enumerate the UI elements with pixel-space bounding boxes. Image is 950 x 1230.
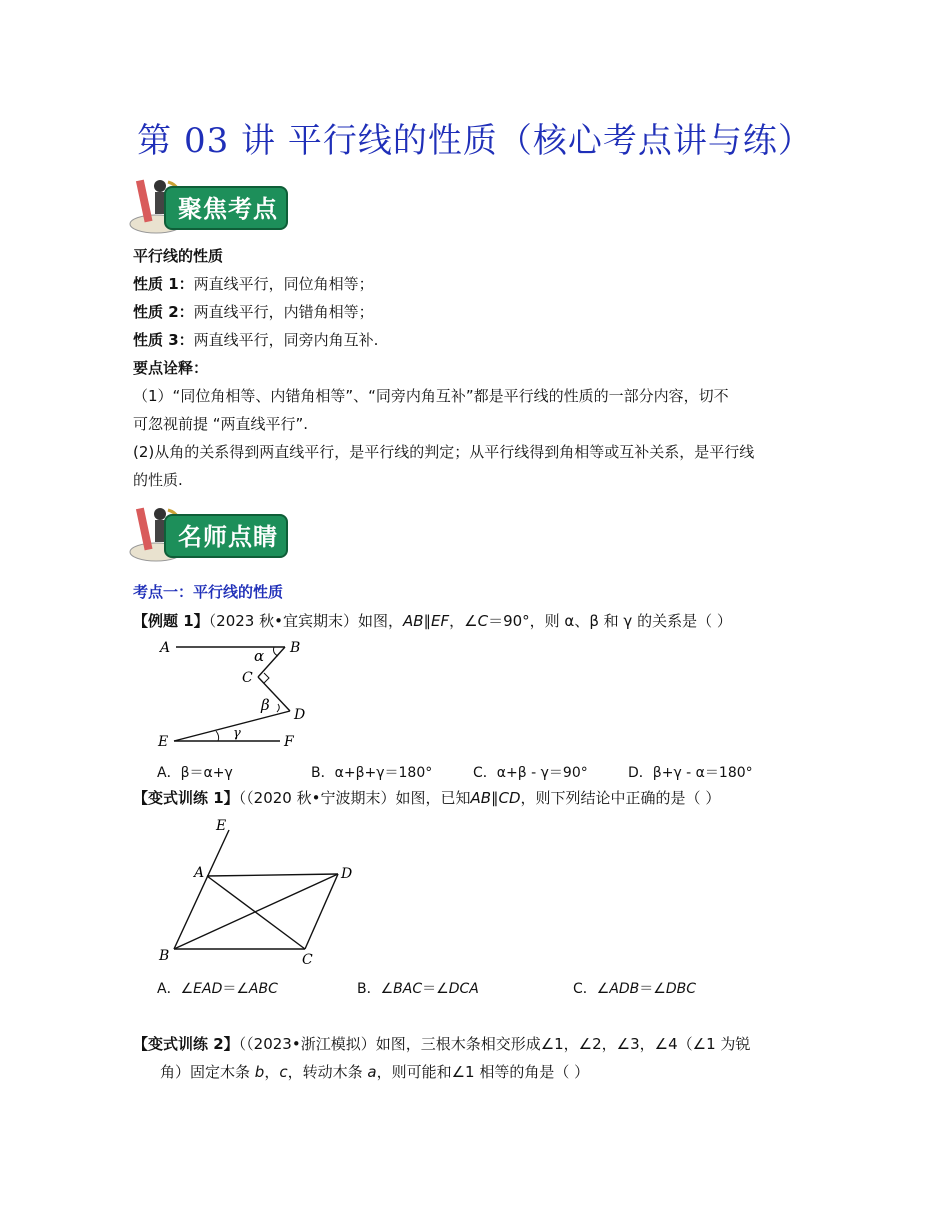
question-text: AB∥EF xyxy=(402,612,450,630)
property-text: 两直线平行，内错角相等； xyxy=(193,303,374,321)
property-label: 性质 2： xyxy=(133,303,194,321)
option-text: C．∠ xyxy=(573,981,610,997)
question-text: b xyxy=(254,1063,265,1081)
example-1-question xyxy=(133,611,732,631)
question-text: a xyxy=(367,1063,377,1081)
variant-1-figure xyxy=(150,812,370,970)
point-label: C xyxy=(242,670,253,686)
question-text: （（2023•浙江模拟）如图，三根木条相交形成∠1，∠2，∠3，∠4（∠1 为锐 xyxy=(238,1035,751,1053)
question-text: C xyxy=(477,612,489,630)
property-text: 两直线平行，同位角相等； xyxy=(193,275,374,293)
option-text: ＝∠ xyxy=(222,981,249,997)
option-text: DBC xyxy=(665,981,697,997)
option-text: B．∠ xyxy=(357,981,394,997)
option-c[interactable]: C．α+β - γ＝90° xyxy=(473,765,588,781)
example-label: 【例题 1】 xyxy=(133,612,209,630)
question-text: ，则下列结论中正确的是（ ） xyxy=(520,789,721,807)
option-a[interactable]: A．β＝α+γ xyxy=(157,765,233,781)
point-label: E xyxy=(158,734,169,750)
topic-heading: 考点一：平行线的性质 xyxy=(133,583,284,601)
point-label: A xyxy=(160,640,171,656)
question-text: （（2020 秋•宁波期末）如图，已知 xyxy=(238,789,471,807)
teacher-badge xyxy=(128,500,288,562)
section-heading: 平行线的性质 xyxy=(133,247,224,265)
option-d[interactable]: D．β+γ - α＝180° xyxy=(628,765,753,781)
question-text: ，转动木条 xyxy=(287,1063,368,1081)
property-3 xyxy=(133,330,378,350)
option-b[interactable] xyxy=(357,978,479,998)
example-1-figure xyxy=(150,634,320,754)
question-text: 角）固定木条 xyxy=(160,1063,255,1081)
angle-label: β xyxy=(261,696,270,714)
badge-label: 名师点睛 xyxy=(178,523,278,551)
point-label: D xyxy=(294,707,306,723)
angle-label: α xyxy=(254,647,265,665)
option-a[interactable] xyxy=(157,978,278,998)
option-b[interactable]: B．α+β+γ＝180° xyxy=(311,765,433,781)
point-label: C xyxy=(302,952,313,968)
focus-badge xyxy=(128,172,288,234)
option-text: EAD xyxy=(193,981,223,997)
page-title: 第 03 讲 平行线的性质（核心考点讲与练） xyxy=(137,121,813,161)
option-text: ADB xyxy=(609,981,640,997)
option-text: ＝∠ xyxy=(639,981,666,997)
option-text: ＝∠ xyxy=(422,981,449,997)
question-text: AB∥CD xyxy=(470,789,521,807)
note-1-line-2: 可忽视前提 “两直线平行”. xyxy=(133,415,309,433)
option-text: A．∠ xyxy=(157,981,194,997)
badge-label: 聚焦考点 xyxy=(178,195,278,223)
variant-2-question-line-1 xyxy=(133,1034,750,1054)
point-label: A xyxy=(194,865,205,881)
property-text: 两直线平行，同旁内角互补. xyxy=(193,331,379,349)
example-label: 【变式训练 1】 xyxy=(133,789,239,807)
question-text: ，∠ xyxy=(449,612,478,630)
note-2-line-1: (2)从角的关系得到两直线平行，是平行线的判定；从平行线得到角相等或互补关系，是平行线 xyxy=(133,443,755,461)
option-text: BAC xyxy=(393,981,423,997)
note-1-line-1: （1）“同位角相等、内错角相等”、“同旁内角互补”都是平行线的性质的一部分内容，切不 xyxy=(133,387,729,405)
variant-1-question xyxy=(133,788,720,808)
point-label: B xyxy=(159,948,170,964)
question-text: （2023 秋•宜宾期末）如图， xyxy=(208,612,403,630)
property-1 xyxy=(133,274,374,294)
point-label: D xyxy=(341,866,353,882)
variant-2-question-line-2 xyxy=(160,1062,589,1082)
option-text: DCA xyxy=(448,981,479,997)
question-text: ，则可能和∠1 相等的角是（ ） xyxy=(376,1063,590,1081)
point-label: B xyxy=(290,640,301,656)
option-c[interactable] xyxy=(573,978,696,998)
point-label: F xyxy=(284,734,294,750)
note-heading: 要点诠释： xyxy=(133,359,209,377)
question-text: ， xyxy=(264,1063,280,1081)
note-2-line-2: 的性质. xyxy=(133,471,183,489)
question-text: ＝90°，则 α、β 和 γ 的关系是（ ） xyxy=(488,612,732,630)
option-text: ABC xyxy=(248,981,278,997)
angle-label: γ xyxy=(233,726,241,741)
point-label: E xyxy=(216,818,227,834)
property-label: 性质 3： xyxy=(133,331,194,349)
property-label: 性质 1： xyxy=(133,275,194,293)
example-label: 【变式训练 2】 xyxy=(133,1035,239,1053)
property-2 xyxy=(133,302,374,322)
question-text: c xyxy=(279,1063,288,1081)
